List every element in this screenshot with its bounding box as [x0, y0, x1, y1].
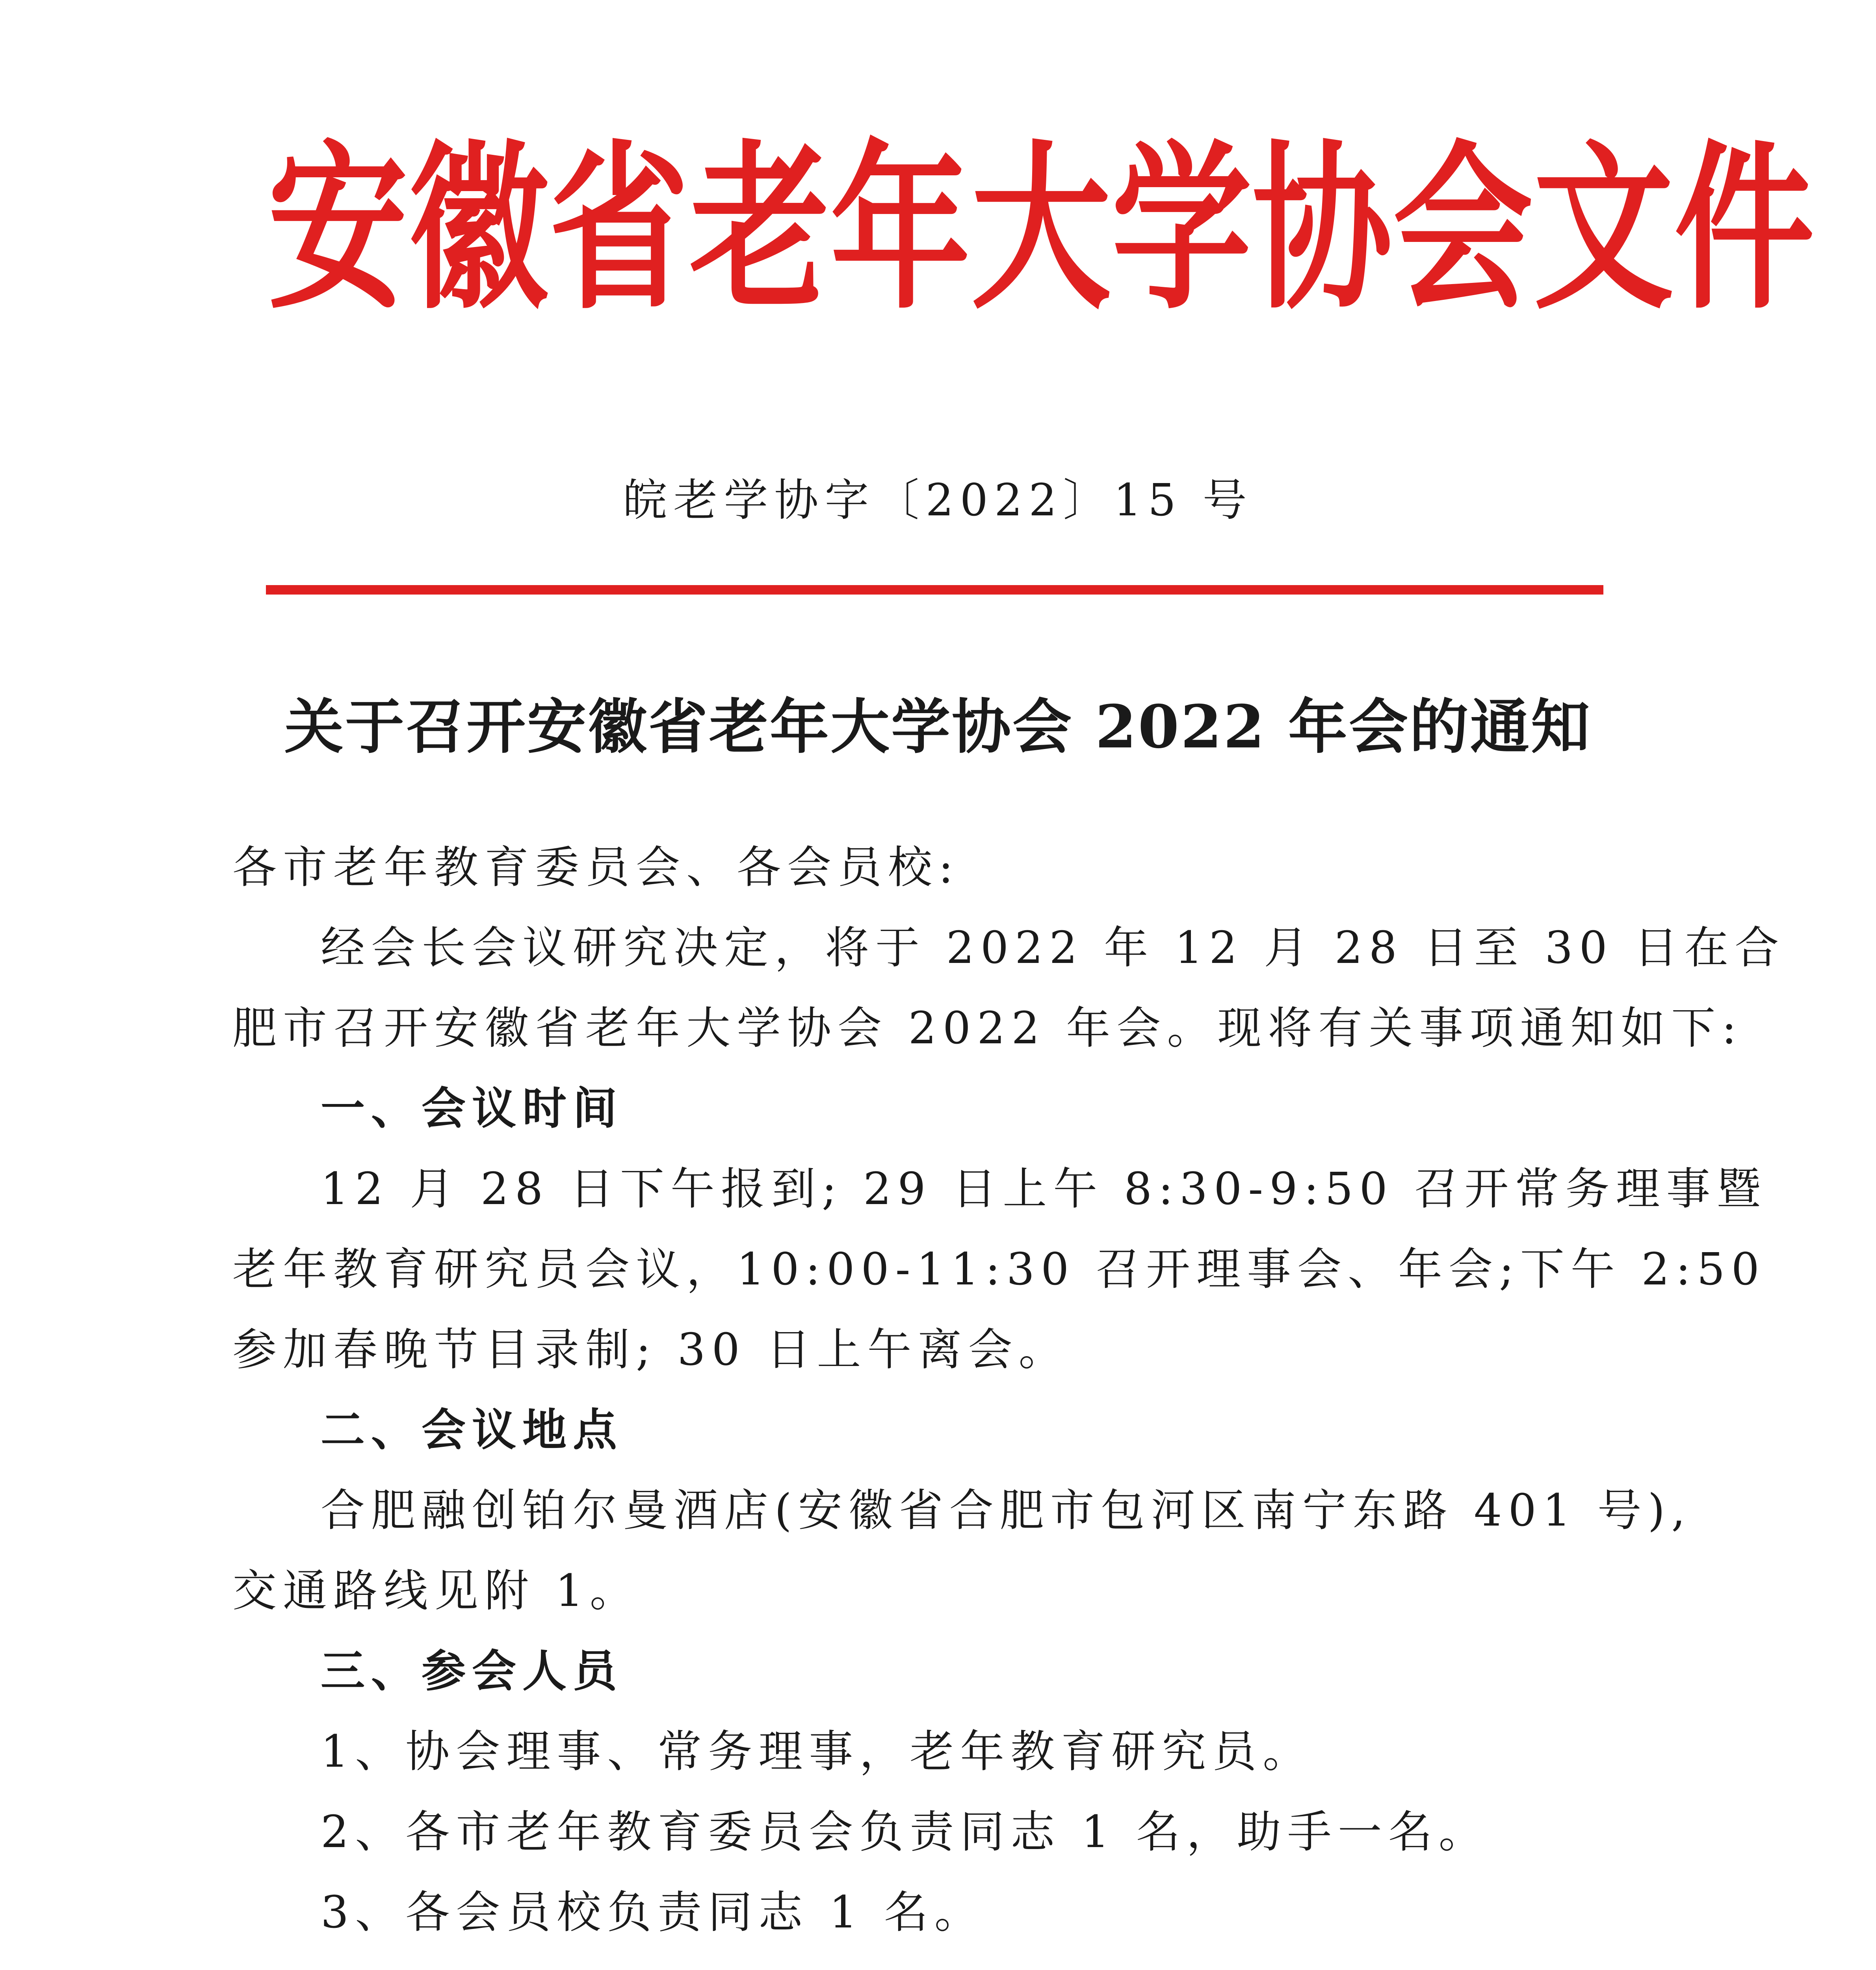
document-number: 皖老学协字〔2022〕15 号	[623, 475, 1253, 526]
red-divider-line	[266, 585, 1603, 595]
notice-body	[232, 827, 1785, 1953]
attendee-item: 1、协会理事、常务理事，老年教育研究员。	[321, 1726, 1313, 1777]
notice-title: 关于召开安徽省老年大学协会 2022 年会的通知	[284, 692, 1592, 762]
section-heading-time: 一、会议时间	[321, 1083, 623, 1134]
section-time-line: 老年教育研究员会议，10:00-11:30 召开理事会、年会;下午 2:50	[232, 1244, 1766, 1295]
section-heading-location: 二、会议地点	[321, 1405, 623, 1456]
attendee-item: 3、各会员校负责同志 1 名。	[321, 1887, 985, 1938]
section-time-line: 12 月 28 日下午报到; 29 日上午 8:30-9:50 召开常务理事暨	[321, 1163, 1767, 1215]
org-header-title: 安徽省老年大学协会文件	[268, 123, 1815, 334]
section-time-line: 参加春晚节目录制; 30 日上午离会。	[232, 1324, 1069, 1375]
section-location-line: 交通路线见附 1。	[232, 1565, 640, 1617]
salutation: 各市老年教育委员会、各会员校:	[232, 842, 960, 893]
section-location-line: 合肥融创铂尔曼酒店(安徽省合肥市包河区南宁东路 401 号),	[321, 1485, 1692, 1536]
attendee-item: 2、各市老年教育委员会负责同志 1 名，助手一名。	[321, 1806, 1489, 1858]
intro-paragraph-line: 经会长会议研究决定，将于 2022 年 12 月 28 日至 30 日在合	[321, 922, 1785, 974]
section-heading-attendees: 三、参会人员	[321, 1646, 623, 1697]
intro-paragraph-line: 肥市召开安徽省老年大学协会 2022 年会。现将有关事项通知如下:	[232, 1003, 1743, 1054]
